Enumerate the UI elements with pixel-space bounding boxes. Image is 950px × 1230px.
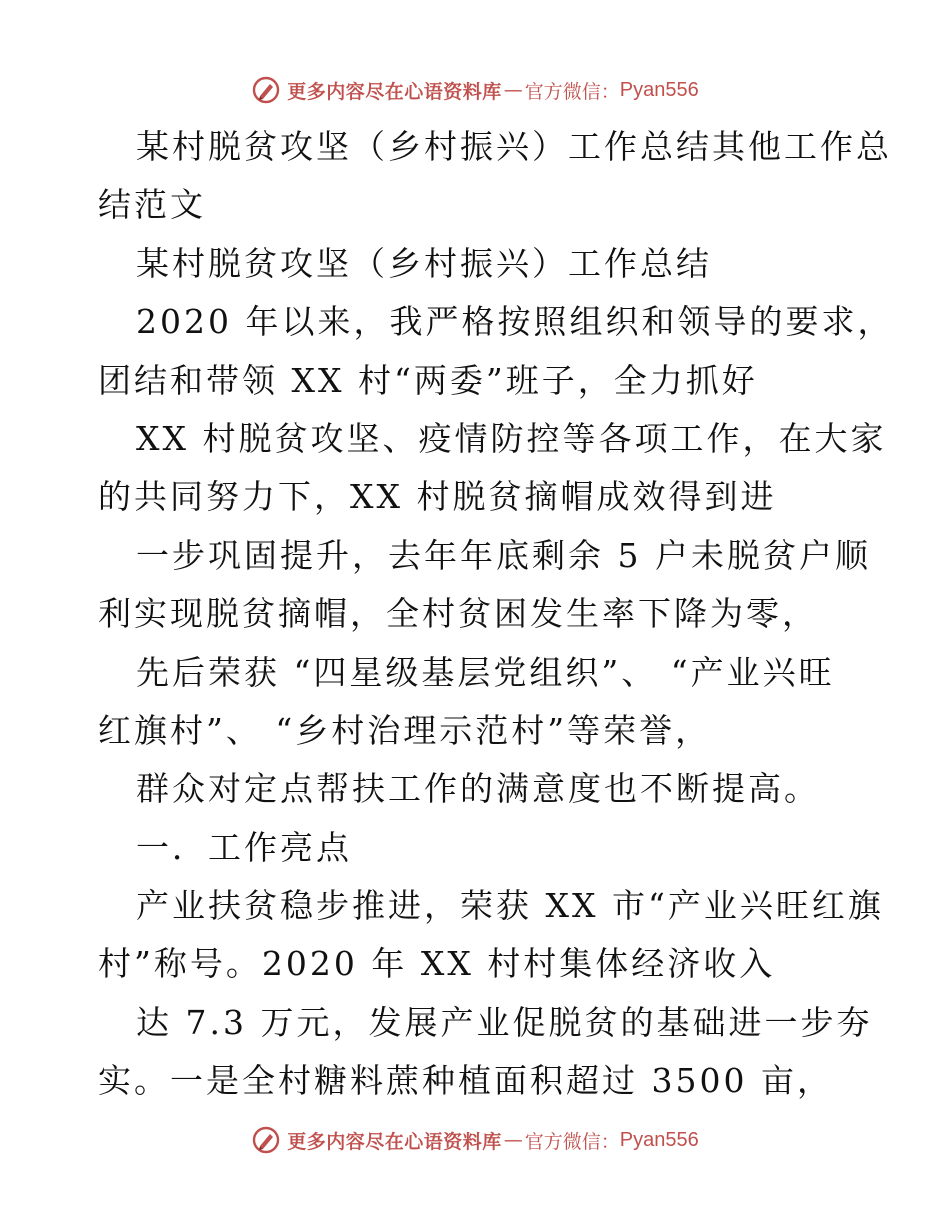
doc-line: 实。一是全村糖料蔗种植面积超过 3500 亩， (98, 1061, 833, 1101)
pen-logo-icon (251, 75, 281, 105)
document-body (98, 118, 894, 1111)
banner-account: Pyan556 (619, 78, 699, 101)
doc-line: 团结和带领 XX 村“两委”班子，全力抓好 (98, 360, 758, 400)
banner-separator: — (503, 79, 523, 101)
doc-line: 产业扶贫稳步推进，荣获 XX 市“产业兴旺红旗 (136, 886, 884, 926)
banner-account: Pyan556 (619, 1128, 699, 1151)
doc-line: 一步巩固提升，去年年底剩余 5 户未脱贫户顺 (136, 535, 871, 575)
doc-line: XX 村脱贫攻坚、疫情防控等各项工作，在大家 (136, 418, 887, 458)
doc-line: 红旗村”、 “乡村治理示范村”等荣誉， (98, 710, 712, 750)
doc-line: 先后荣获 “四星级基层党组织”、 “产业兴旺 (136, 652, 835, 692)
doc-line: 2020 年以来，我严格按照组织和领导的要求， (136, 302, 894, 342)
footer-banner (0, 1120, 950, 1160)
banner-text: 更多内容尽在心语资料库 (287, 1130, 502, 1153)
banner-wechat-label: 官方微信： (524, 80, 620, 103)
doc-line: 村”称号。2020 年 XX 村村集体经济收入 (98, 944, 776, 984)
banner-wechat-label: 官方微信： (524, 1130, 620, 1153)
doc-line: 利实现脱贫摘帽，全村贫困发生率下降为零， (98, 594, 818, 634)
doc-line: 的共同努力下，XX 村脱贫摘帽成效得到进 (98, 477, 777, 517)
doc-line: 某村脱贫攻坚（乡村振兴）工作总结其他工作总 (136, 127, 892, 166)
doc-line: 结范文 (98, 185, 206, 225)
doc-line: 达 7.3 万元，发展产业促脱贫的基础进一步夯 (136, 1002, 873, 1042)
pen-logo-icon (251, 1125, 281, 1155)
doc-line: 某村脱贫攻坚（乡村振兴）工作总结 (136, 243, 712, 283)
banner-separator: — (503, 1129, 523, 1151)
section-heading: 一．工作亮点 (136, 827, 352, 867)
doc-line: 群众对定点帮扶工作的满意度也不断提高。 (136, 769, 820, 809)
header-banner (0, 70, 950, 110)
banner-text: 更多内容尽在心语资料库 (287, 80, 502, 103)
